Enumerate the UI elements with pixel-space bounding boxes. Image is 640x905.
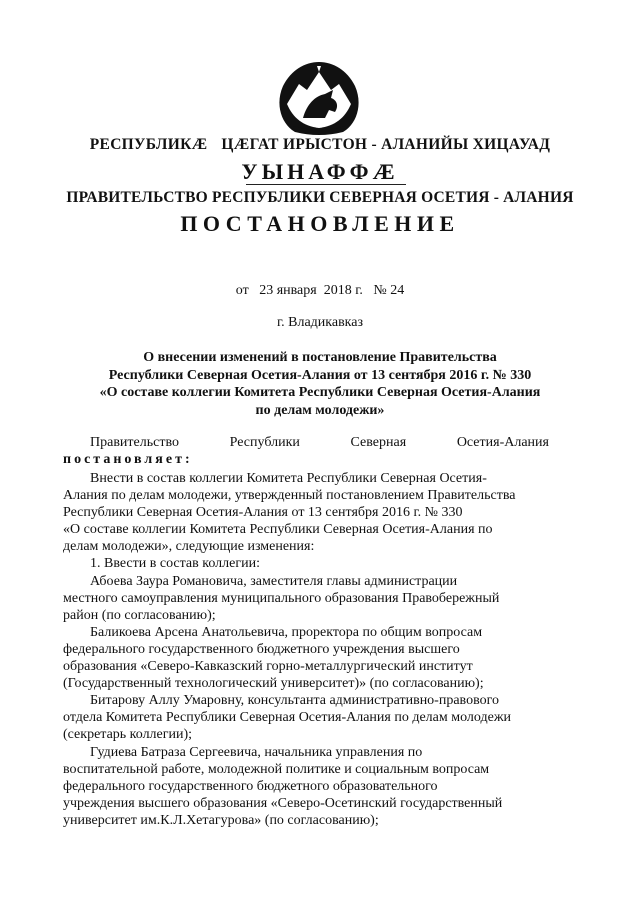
member-balikoev: Баликоева Арсена Анатольевича, проректора по общим вопросам федерального государственного бюджетного учреждения высшего образования «Северо-Кавказский горно-металлургический институт (Государственный технологический университет)» (по согласованию); [63,625,484,691]
header-divider [246,184,406,185]
member-gudiev: Гудиева Батраза Сергеевича, начальника управления по воспитательной работе, молодежной политике и социальным вопросам федерального государственного бюджетного образовательного учреждения высшего образования «Северо-Осетинский государственный университет им.К.Л.Хетагурова» (по согласованию); [63,745,503,828]
resolves-line: постановляет: [63,452,193,467]
member-aboev: Абоева Заура Романовича, заместителя главы администрации местного самоуправления муниципального образования Правобережный район (по согласованию); [63,574,500,623]
decree-subject-title: О внесении изменений в постановление Правительства Республики Северная Осетия-Алания от 13 сентября 2016 г. № 330 «О составе коллегии Комитета Республики Северная Осетия-Алания по делам молодежи» [99,350,541,418]
paragraph-amendments: Внести в состав коллегии Комитета Республики Северная Осетия- Алания по делам молодежи, утвержденный постановлением Правительства Республики Северная Осетия-Алания от 13 сентября 2016 г. № 330 «О составе коллегии Комитета Республики Северная Осетия-Алания по делам молодежи», следующие изменения: [63,471,516,554]
decree-date-line: от 23 января 2018 г. № 24 [235,283,405,298]
preamble [63,434,549,468]
decree-city: г. Владикавказ [276,315,364,330]
preamble-line: Правительство Республики Северная Осетия-Алания [90,435,549,450]
coat-of-arms-emblem [273,60,365,138]
government-name-russian: ПРАВИТЕЛЬСТВО РЕСПУБЛИКИ СЕВЕРНАЯ ОСЕТИЯ - АЛАНИЯ [66,189,574,206]
decree-title-ossetian: УЫНАФФÆ [241,159,399,184]
decree-date: 23 января [259,283,317,298]
item-1: 1. Ввести в состав коллегии: [90,556,260,571]
republic-name-ossetian: РЕСПУБЛИКÆ ЦÆГАТ ИРЫСТОН - АЛАНИЙЫ ХИЦАУАД [89,136,551,153]
decree-title-russian: ПОСТАНОВЛЕНИЕ [180,211,460,236]
decree-number: № 24 [373,283,405,298]
member-bitarova: Битарову Аллу Умаровну, консультанта административно-правового отдела Комитета Республики Северная Осетия-Алания по делам молодежи (секретарь коллегии); [63,693,511,742]
